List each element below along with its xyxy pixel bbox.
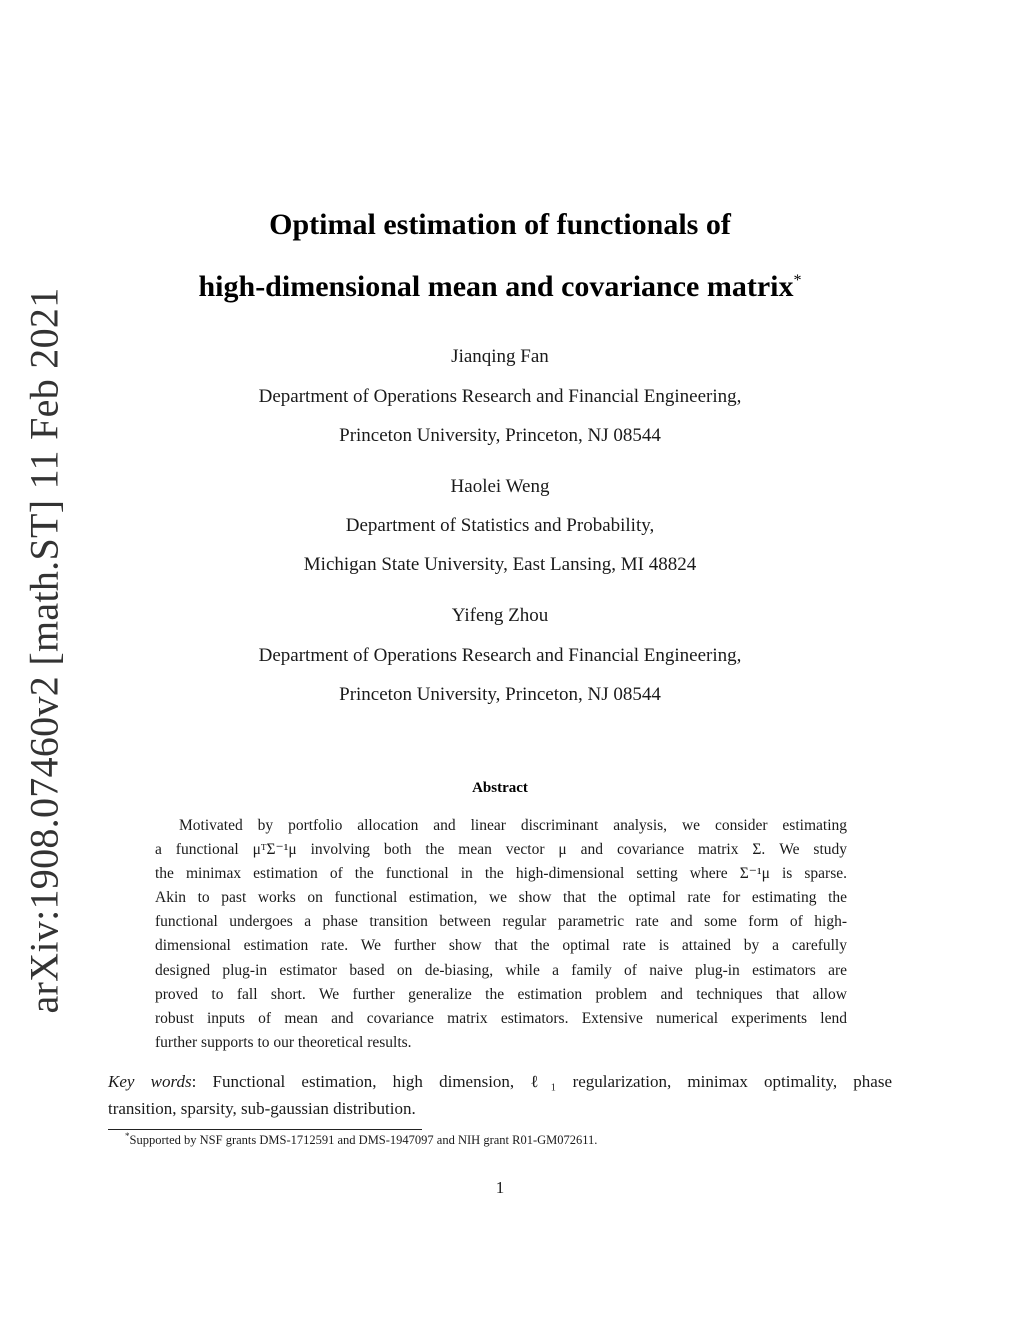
author-affiliation: Department of Operations Research and Financial Engineering, [258, 386, 742, 407]
arxiv-sidebar-stamp [12, 286, 76, 1014]
abstract-line: dimensional estimation rate. We further show that the optimal rate is attained by a carefully [155, 937, 847, 955]
footnote-rule [108, 1129, 422, 1130]
keywords-line1 [108, 1068, 892, 1095]
paper-title-line1: Optimal estimation of functionals of [269, 208, 731, 241]
abstract-heading: Abstract [472, 780, 528, 796]
author-name: Jianqing Fan [451, 346, 549, 367]
abstract-body [155, 814, 847, 1055]
author-affiliation: Princeton University, Princeton, NJ 08544 [339, 425, 661, 446]
abstract-line: Akin to past works on functional estimation, we show that the optimal rate for estimating the [155, 889, 847, 907]
abstract-line: robust inputs of mean and covariance matrix estimators. Extensive numerical experiments lend [155, 1009, 847, 1027]
footnote-text: Supported by NSF grants DMS-1712591 and DMS-1947097 and NIH grant R01-GM072611. [129, 1133, 598, 1148]
paper-title-line2-text: high-dimensional mean and covariance matrix [198, 270, 794, 303]
footnote [125, 1131, 885, 1148]
footnote-mark: * [125, 1131, 130, 1141]
abstract-line: designed plug-in estimator based on de-biasing, while a family of naive plug-in estimators are [155, 961, 847, 979]
author-affiliation: Department of Operations Research and Financial Engineering, [258, 645, 742, 666]
abstract-line: further supports to our theoretical results. [155, 1033, 412, 1051]
abstract-line: a functional μᵀΣ⁻¹μ involving both the mean vector μ and covariance matrix Σ. We study [155, 841, 847, 859]
author-affiliation: Princeton University, Princeton, NJ 08544 [339, 684, 661, 705]
paper-title-line2 [100, 270, 900, 304]
author-name: Yifeng Zhou [451, 605, 549, 626]
keywords [108, 1068, 892, 1122]
page-number: 1 [495, 1178, 505, 1197]
abstract-line: functional undergoes a phase transition between regular parametric rate and some form of high- [155, 913, 847, 931]
keywords-line2: transition, sparsity, sub-gaussian distribution. [108, 1099, 416, 1118]
abstract-line: the minimax estimation of the functional in the high-dimensional setting where Σ⁻¹μ is sparse. [155, 865, 847, 883]
author-name: Haolei Weng [450, 476, 550, 497]
author-affiliation: Department of Statistics and Probability, [345, 515, 655, 536]
keywords-text: : Functional estimation, high dimension, ℓ₁ regularization, minimax optimality, phase [191, 1072, 892, 1091]
arxiv-identifier: arXiv:1908.07460v2 [math.ST] 11 Feb 2021 [21, 286, 67, 1014]
author-affiliation: Michigan State University, East Lansing, MI 48824 [303, 554, 697, 575]
keywords-label: Key words [108, 1072, 192, 1091]
title-footnote-mark: * [793, 272, 802, 289]
abstract-line: proved to fall short. We further generalize the estimation problem and techniques that allow [155, 985, 847, 1003]
abstract-line: Motivated by portfolio allocation and linear discriminant analysis, we consider estimating [179, 817, 847, 834]
